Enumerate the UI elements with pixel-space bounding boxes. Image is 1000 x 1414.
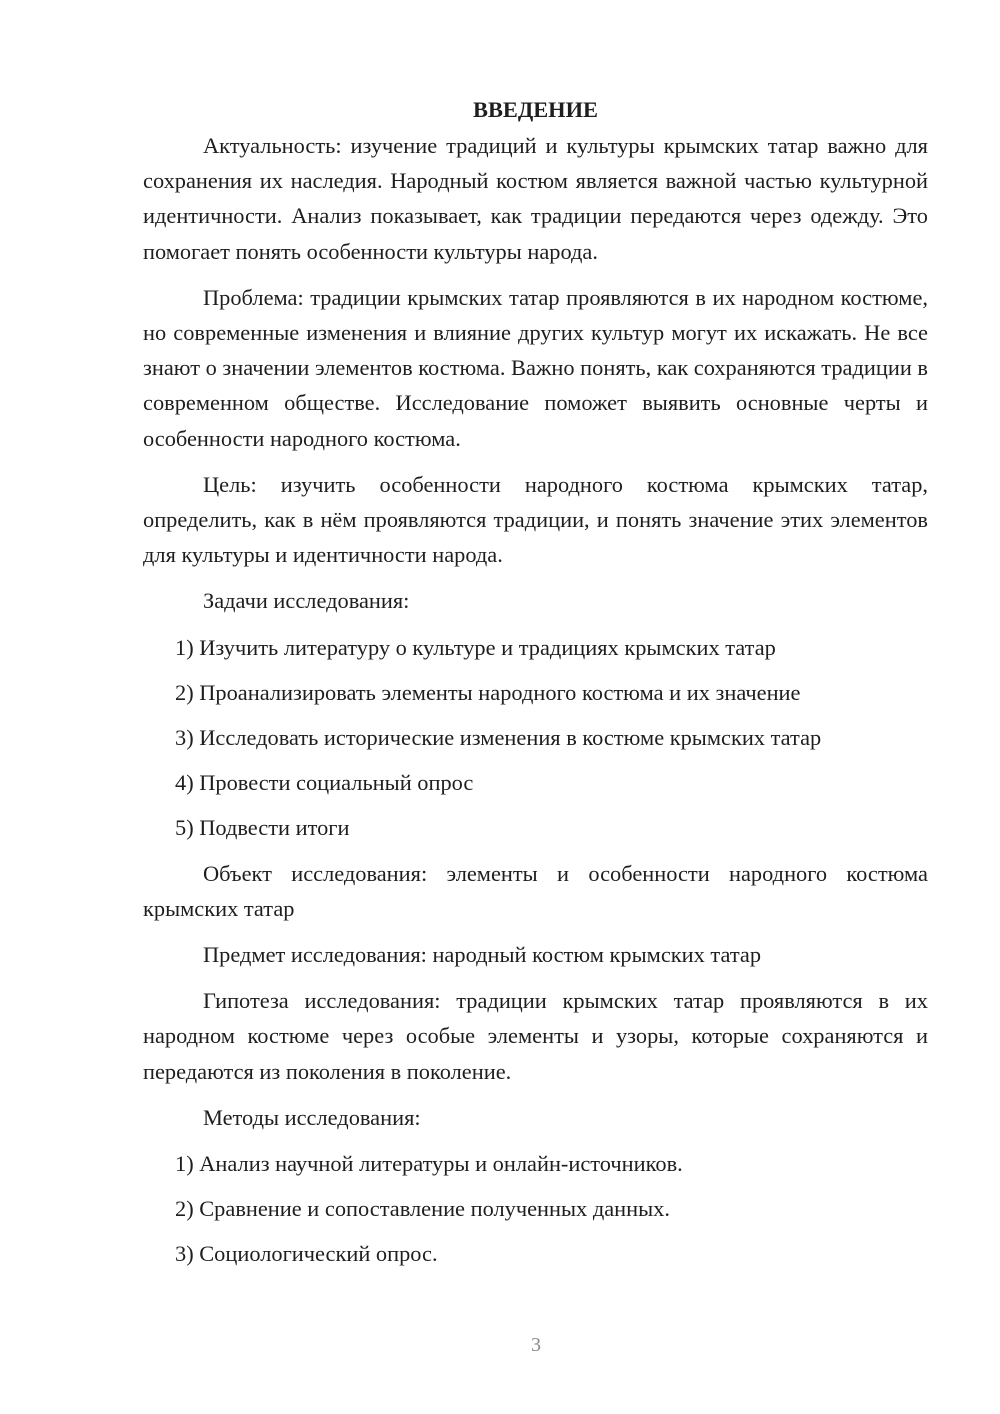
relevance-paragraph: Актуальность: изучение традиций и культуры крымских татар важно для сохранения их наследия. Народный костюм является важной частью культурной идентичности. Анализ показывает, как традиции передаются через одежду. Это помогает понять особенности культуры народа. bbox=[143, 133, 928, 264]
task-item: 3) Исследовать исторические изменения в костюме крымских татар bbox=[175, 725, 822, 751]
section-title: ВВЕДЕНИЕ bbox=[473, 97, 598, 122]
subject-paragraph: Предмет исследования: народный костюм крымских татар bbox=[203, 942, 762, 968]
page-number: 3 bbox=[531, 1334, 541, 1356]
document-body bbox=[143, 96, 928, 1282]
method-item: 1) Анализ научной литературы и онлайн-источников. bbox=[175, 1151, 683, 1177]
task-item: 2) Проанализировать элементы народного костюма и их значение bbox=[175, 679, 801, 705]
task-item: 5) Подвести итоги bbox=[175, 815, 350, 841]
task-item: 1) Изучить литературу о культуре и традициях крымских татар bbox=[175, 634, 776, 660]
problem-paragraph: Проблема: традиции крымских татар проявляются в их народном костюме, но современные изменения и влияние других культур могут их искажать. Не все знают о значении элементов костюма. Важно понять, как сохраняются традиции в современном обществе. Исследование поможет выявить основные черты и особенности народного костюма. bbox=[143, 284, 928, 451]
goal-paragraph: Цель: изучить особенности народного костюма крымских татар, определить, как в нём проявляются традиции, и понять значение этих элементов для культуры и идентичности народа. bbox=[143, 471, 928, 568]
method-item: 2) Сравнение и сопоставление полученных данных. bbox=[175, 1196, 670, 1222]
task-item: 4) Провести социальный опрос bbox=[175, 770, 474, 796]
hypothesis-paragraph: Гипотеза исследования: традиции крымских татар проявляются в их народном костюме через особые элементы и узоры, которые сохраняются и передаются из поколения в поколение. bbox=[143, 988, 928, 1084]
methods-list bbox=[143, 1146, 928, 1272]
method-item: 3) Социологический опрос. bbox=[175, 1241, 438, 1267]
tasks-heading: Задачи исследования: bbox=[203, 588, 410, 614]
methods-heading: Методы исследования: bbox=[203, 1104, 421, 1130]
object-paragraph: Объект исследования: элементы и особенности народного костюма крымских татар bbox=[143, 860, 928, 921]
tasks-list bbox=[143, 630, 928, 846]
